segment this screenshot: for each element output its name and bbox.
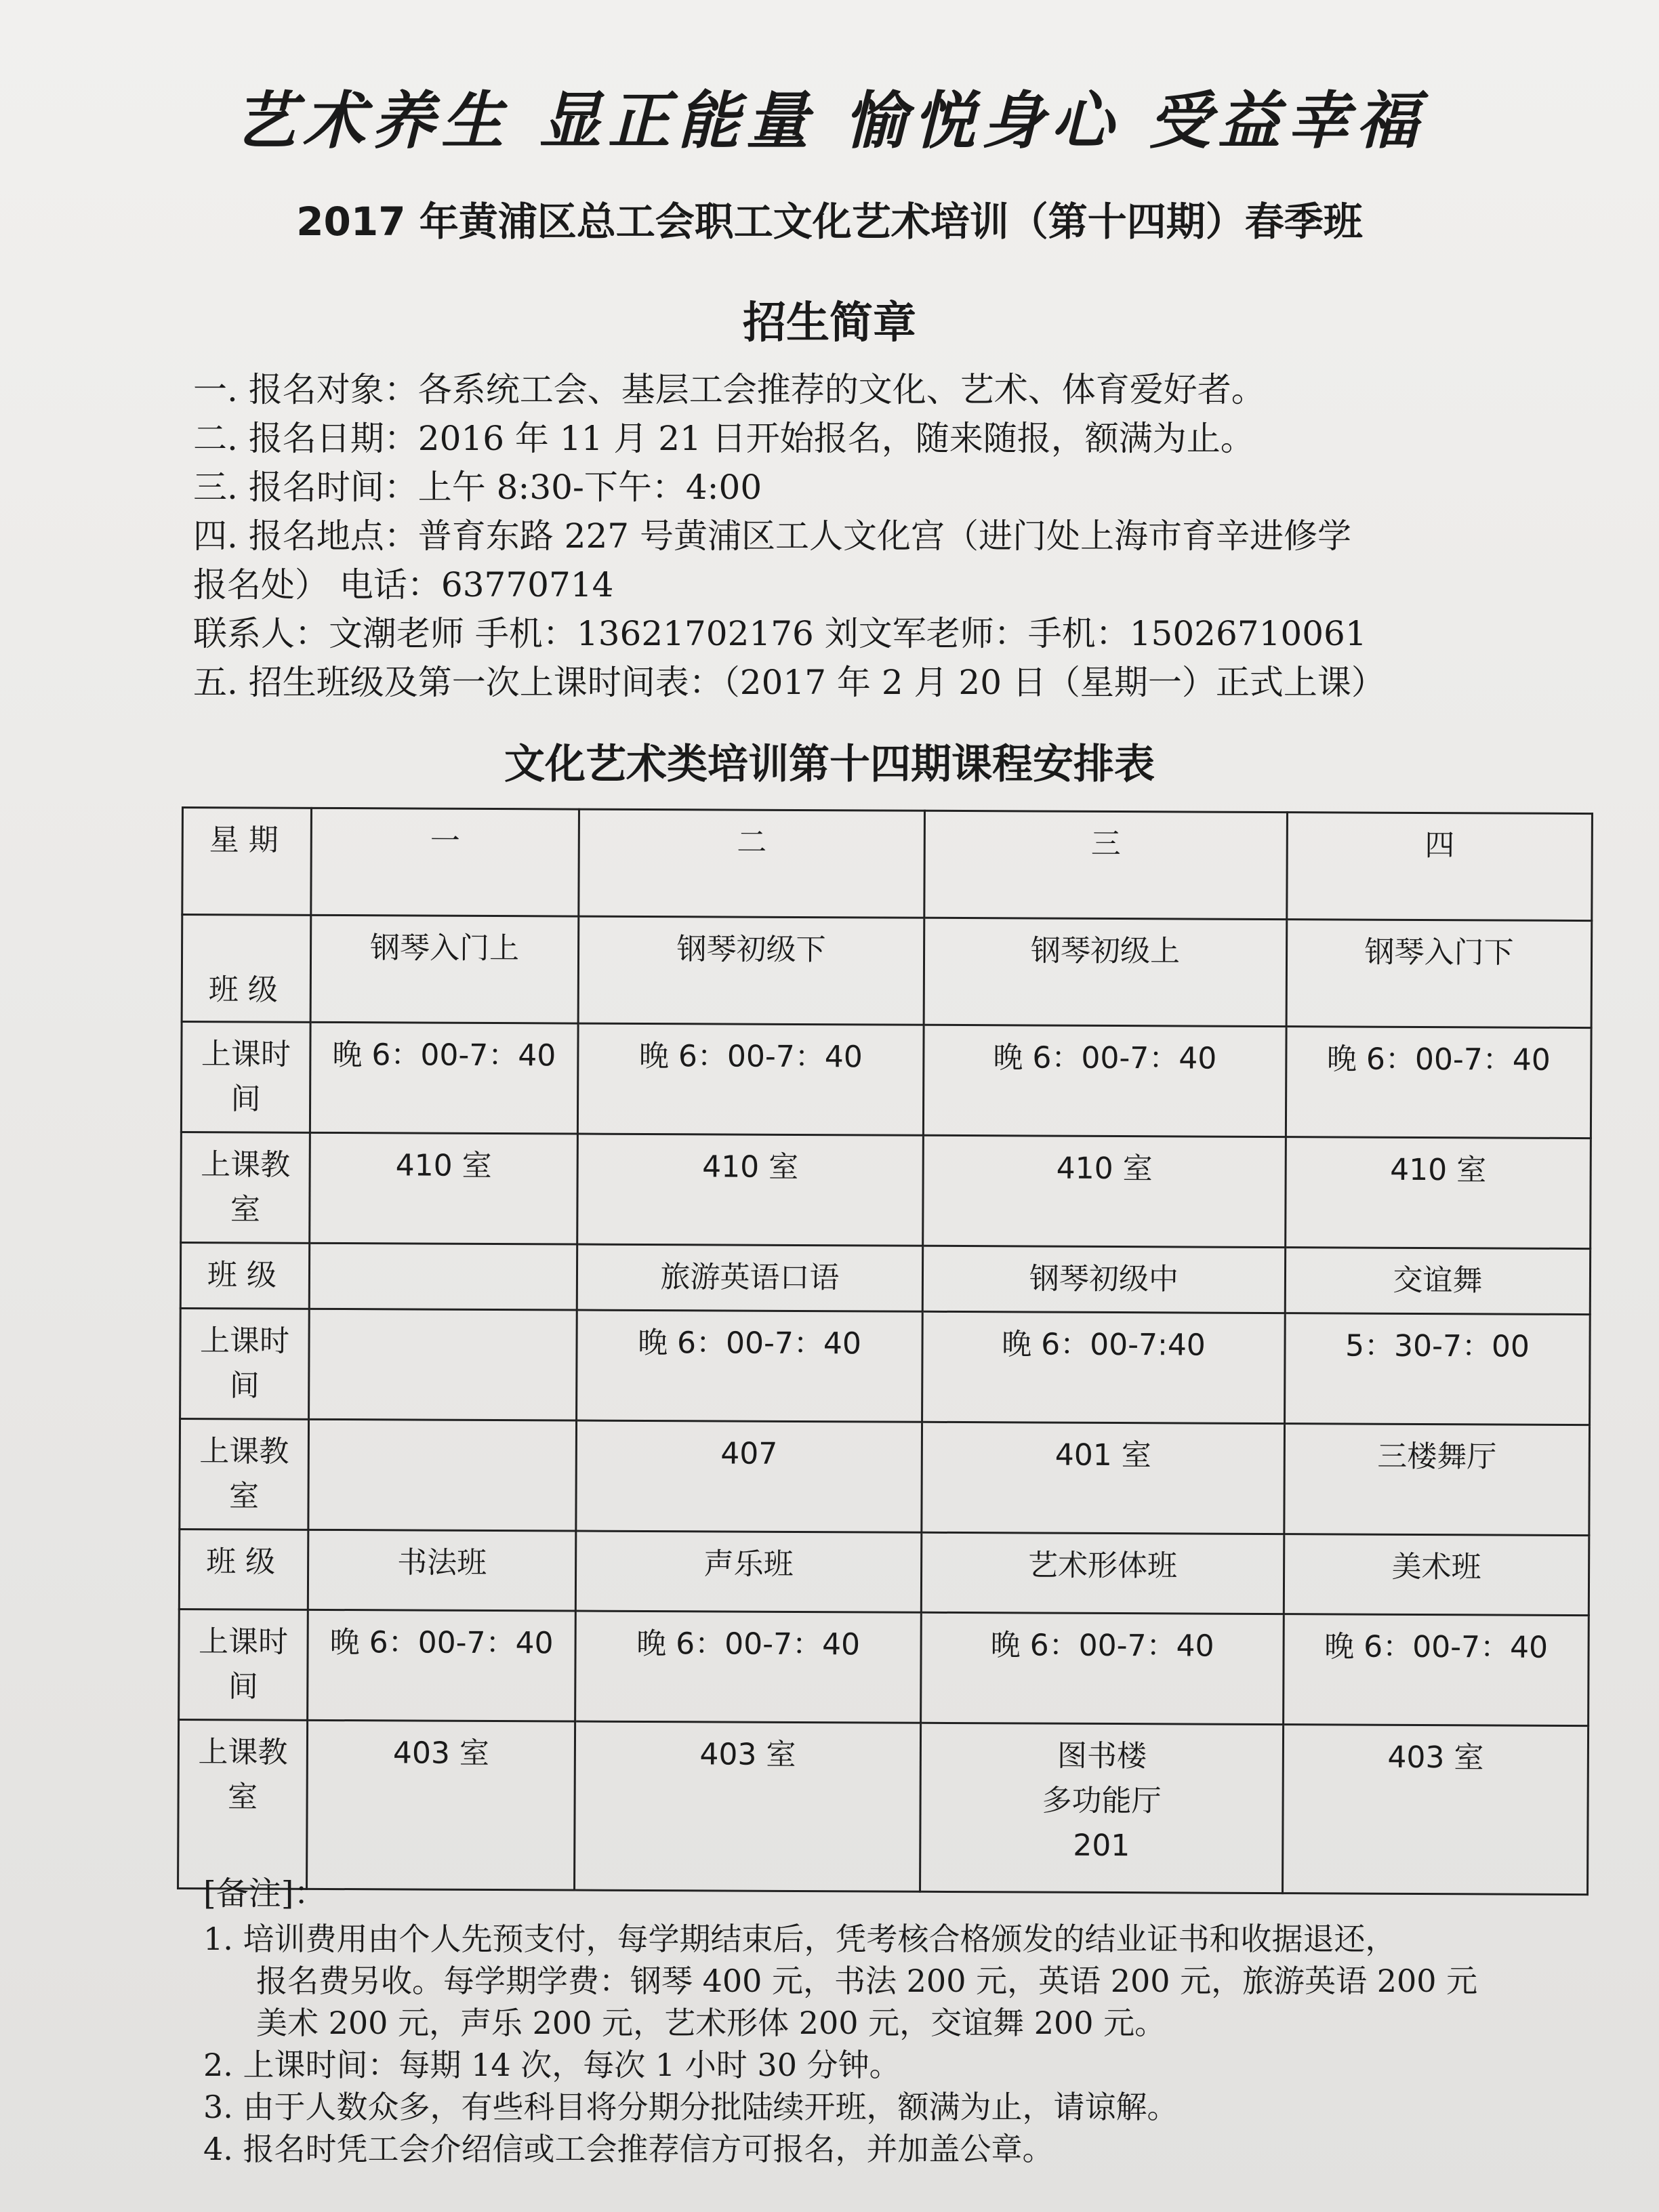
room-cell: 407 — [576, 1420, 922, 1532]
time-cell: 晚 6：00-7：40 — [577, 1023, 924, 1135]
info-line-registration-location: 四. 报名地点：普育东路 227 号黄浦区工人文化宫（进门处上海市育辛进修学 — [193, 516, 1352, 556]
class-header: 班 级 — [180, 1243, 309, 1309]
weekday-cell: 三 — [924, 811, 1288, 919]
room-row — [178, 1719, 1589, 1894]
note-item: 4. 报名时凭工会介绍信或工会推荐信方可报名，并加盖公章。 — [203, 2131, 1054, 2167]
time-cell: 晚 6：00-7：40 — [921, 1612, 1284, 1724]
note-item-line: 美术 200 元，声乐 200 元，艺术形体 200 元，交谊舞 200 元。 — [256, 2005, 1166, 2041]
class-cell: 钢琴初级上 — [924, 918, 1287, 1026]
room-cell: 410 室 — [310, 1132, 578, 1244]
room-header: 上课教室 — [181, 1132, 310, 1244]
slogan: 艺术养生 显正能量 愉悦身心 受益幸福 — [233, 84, 1426, 157]
note-item-continued — [203, 1960, 1559, 2002]
room-row — [181, 1132, 1591, 1249]
time-cell: 晚 6：00-7：40 — [577, 1310, 923, 1422]
weekday-row — [182, 808, 1593, 921]
room-header: 上课教室 — [180, 1418, 309, 1530]
note-item: 1. 培训费用由个人先预支付，每学期结束后，凭考核合格颁发的结业证书和收据退还， — [203, 1921, 1397, 1957]
time-cell — [309, 1309, 577, 1420]
room-cell: 403 室 — [307, 1720, 575, 1890]
class-header: 班 级 — [179, 1529, 308, 1610]
time-cell: 晚 6：00-7：40 — [308, 1610, 576, 1721]
info-line-registration-hours: 三. 报名时间：上午 8:30-下午：4:00 — [193, 468, 762, 507]
class-cell: 交谊舞 — [1285, 1248, 1590, 1315]
room-cell: 410 室 — [577, 1134, 924, 1246]
time-row — [179, 1609, 1589, 1725]
time-cell: 晚 6：00-7：40 — [1284, 1614, 1589, 1726]
info-line-registration-target: 一. 报名对象：各系统工会、基层工会推荐的文化、艺术、体育爱好者。 — [193, 370, 1265, 409]
time-cell: 晚 6：00-7：40 — [310, 1022, 578, 1134]
weekday-cell: 四 — [1287, 813, 1593, 921]
room-cell: 410 室 — [1286, 1137, 1591, 1249]
class-cell: 声乐班 — [575, 1531, 922, 1612]
time-cell: 晚 6：00-7：40 — [923, 1025, 1286, 1136]
class-cell: 美术班 — [1284, 1534, 1589, 1616]
room-cell: 410 室 — [923, 1135, 1286, 1247]
room-cell: 403 室 — [575, 1721, 921, 1891]
time-header: 上课时间 — [180, 1308, 310, 1419]
class-row — [179, 1529, 1589, 1615]
time-cell: 晚 6：00-7：40 — [575, 1611, 922, 1723]
info-line-contacts: 联系人：文潮老师 手机：13621702176 刘文军老师：手机：15026710061 — [193, 614, 1367, 653]
time-row — [181, 1022, 1591, 1139]
weekday-cell: 一 — [311, 808, 579, 916]
time-cell: 晚 6：00-7:40 — [922, 1311, 1286, 1423]
info-line-registration-date: 二. 报名日期：2016 年 11 月 21 日开始报名，随来随报，额满为止。 — [193, 419, 1254, 458]
weekday-cell: 二 — [579, 809, 925, 918]
class-cell: 旅游英语口语 — [577, 1244, 922, 1311]
room-cell: 三楼舞厅 — [1284, 1424, 1590, 1536]
time-header: 上课时间 — [179, 1609, 308, 1720]
room-header: 上课教室 — [178, 1719, 308, 1889]
room-cell — [308, 1419, 577, 1531]
room-cell: 图书楼 多功能厅 201 — [920, 1723, 1284, 1893]
class-cell: 书法班 — [308, 1530, 576, 1611]
info-line-registration-phone: 报名处） 电话：63770714 — [193, 565, 614, 605]
info-line-schedule-intro: 五. 招生班级及第一次上课时间表：（2017 年 2 月 20 日（星期一）正式上课） — [193, 663, 1385, 702]
class-cell: 钢琴入门上 — [310, 915, 579, 1023]
time-cell: 晚 6：00-7：40 — [1286, 1027, 1591, 1139]
time-cell: 5：30-7：00 — [1285, 1313, 1591, 1425]
table-title: 文化艺术类培训第十四期课程安排表 — [504, 741, 1155, 788]
class-header: 班 级 — [182, 915, 311, 1023]
note-item: 3. 由于人数众多，有些科目将分期分批陆续开班，额满为止，请谅解。 — [203, 2089, 1179, 2125]
class-cell: 钢琴初级中 — [922, 1246, 1285, 1313]
document-subtitle: 招生简章 — [743, 298, 916, 348]
time-header: 上课时间 — [181, 1022, 310, 1133]
notes-heading: [备注]： — [203, 1875, 327, 1912]
room-cell: 401 室 — [922, 1422, 1285, 1534]
class-row — [180, 1243, 1590, 1315]
class-cell — [309, 1243, 577, 1310]
document-title: 2017 年黄浦区总工会职工文化艺术培训（第十四期）春季班 — [296, 199, 1363, 245]
room-row — [180, 1418, 1590, 1535]
schedule-table — [177, 806, 1593, 1896]
class-cell: 艺术形体班 — [921, 1532, 1284, 1614]
note-item: 2. 上课时间：每期 14 次，每次 1 小时 30 分钟。 — [203, 2047, 901, 2083]
weekday-header: 星 期 — [182, 808, 312, 916]
class-row — [182, 915, 1592, 1028]
time-row — [180, 1308, 1591, 1425]
class-cell: 钢琴入门下 — [1286, 920, 1592, 1028]
note-item-continued — [203, 2002, 1559, 2044]
class-cell: 钢琴初级下 — [578, 916, 924, 1025]
room-cell: 403 室 — [1283, 1725, 1589, 1895]
note-item-line: 报名费另收。每学期学费：钢琴 400 元，书法 200 元，英语 200 元，旅游英语 200 元 — [256, 1963, 1478, 1999]
